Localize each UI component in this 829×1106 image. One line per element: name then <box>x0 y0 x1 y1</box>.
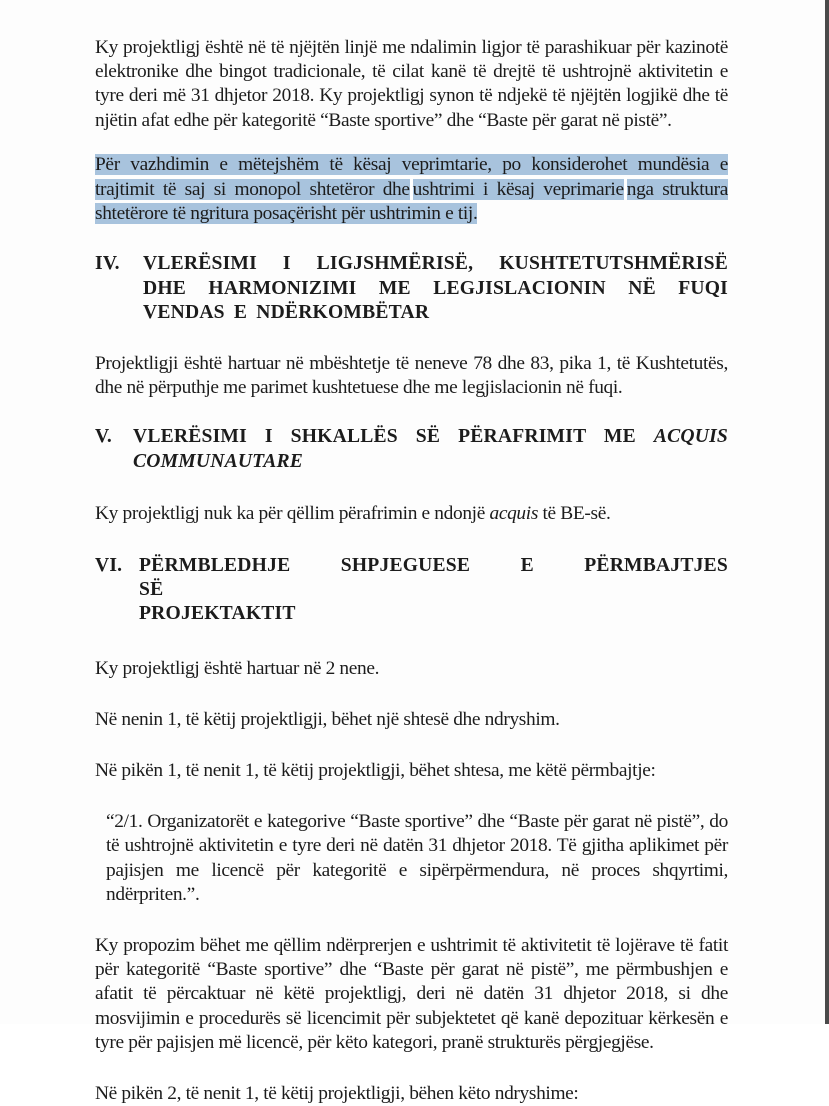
paragraph-intro[interactable]: Ky projektligj është në të njëjtën linjë me ndalimin ligjor të parashikuar për kazinotë elektronike dhe bingot tradicionale, të cilat kanë të drejtë të ushtrojnë aktivitetin e tyre deri më 31 dhjetor 2018. Ky projektligj synon të ndjekë të njëjtën logjikë dhe të njëtin afat edhe për kategoritë “Baste sportive” dhe “Baste për garat në pistë”. <box>95 37 728 131</box>
section-title-line-1: PËRMBLEDHJE SHPJEGUESE E PËRMBAJTJES SË <box>139 555 728 601</box>
document-content <box>95 36 728 1106</box>
window-edge <box>825 0 829 1024</box>
section-title-line-2: PROJEKTAKTIT <box>139 603 296 625</box>
section-number: V. <box>95 426 112 448</box>
heading-section-iv <box>95 252 728 325</box>
text-run: Ky projektligj nuk ka për qëllim përafrimin e ndonjë <box>95 502 485 524</box>
quoted-amendment[interactable]: “2/1. Organizatorët e kategorive “Baste sportive” dhe “Baste për garat në pistë”, do të ushtrojnë aktivitetin e tyre deri në datën 31 dhjetor 2018. Të gjitha aplikimet për pajisjen me licencë për kategoritë e sipërpërmendura, në proces shqyrtimi, ndërpriten.”. <box>106 811 728 905</box>
heading-section-v <box>95 425 728 473</box>
paragraph-proposal[interactable]: Ky propozim bëhet me qëllim ndërprerjen e ushtrimit të aktivitetit të lojërave të fatit për kategoritë “Baste sportive” dhe “Baste për garat në pistë”, me përmbushjen e afatit të përcaktuar në këtë projektligj, deri në datën 31 dhjetor 2018, si dhe mosvijimin e procedurës së licencimit për subjektetet që kanë depozituar kërkesën e tyre për pajisjen më licencë, për këto kategori, pranë strukturës përgjegjëse. <box>95 935 728 1053</box>
paragraph-section-iv[interactable]: Projektligji është hartuar në mbështetje të neneve 78 dhe 83, pika 1, të Kushtetutës, dhe në përputhje me parimet kushtetuese dhe me legjislacionin në fuqi. <box>95 353 728 399</box>
section-title-italic: ACQUIS COMMUNAUTARE <box>133 426 728 472</box>
heading-section-vi <box>95 554 728 627</box>
text-run-italic: acquis <box>489 502 539 524</box>
paragraph-highlighted[interactable] <box>95 153 728 227</box>
paragraph-section-v[interactable] <box>95 502 728 526</box>
paragraph[interactable]: Në pikën 2, të nenit 1, të këtij projektligji, bëhen këto ndryshime: <box>95 1083 579 1105</box>
section-title: VLERËSIMI I LIGJSHMËRISË, KUSHTETUTSHMËRISË DHE HARMONIZIMI ME LEGJISLACIONIN NË FUQI VENDAS E NDËRKOMBËTAR <box>143 253 728 323</box>
section-number: VI. <box>95 555 123 577</box>
selected-text-2[interactable]: ushtrimi i kësaj veprimarie <box>412 179 624 201</box>
paragraph[interactable]: Në pikën 1, të nenit 1, të këtij projektligji, bëhet shtesa, me këtë përmbajtje: <box>95 760 656 782</box>
section-title <box>133 425 728 473</box>
paragraph[interactable]: Në nenin 1, të këtij projektligji, bëhet një shtesë dhe ndryshim. <box>95 708 560 730</box>
selected-text-3[interactable]: nga struktura shtetërore të ngritura posaçërisht për ushtrimin e tij. <box>95 179 728 225</box>
section-title <box>139 554 728 627</box>
selected-text-1[interactable]: Për vazhdimin e mëtejshëm të kësaj veprimtarie, po konsiderohet mundësia e trajtimit të saj si monopol shtetëror dhe <box>95 153 728 201</box>
section-number: IV. <box>95 253 120 275</box>
text-run: të BE-së. <box>542 502 611 524</box>
section-title-plain: VLERËSIMI I SHKALLËS SË PËRAFRIMIT ME <box>133 426 636 448</box>
paragraph[interactable]: Ky projektligj është hartuar në 2 nene. <box>95 657 380 679</box>
